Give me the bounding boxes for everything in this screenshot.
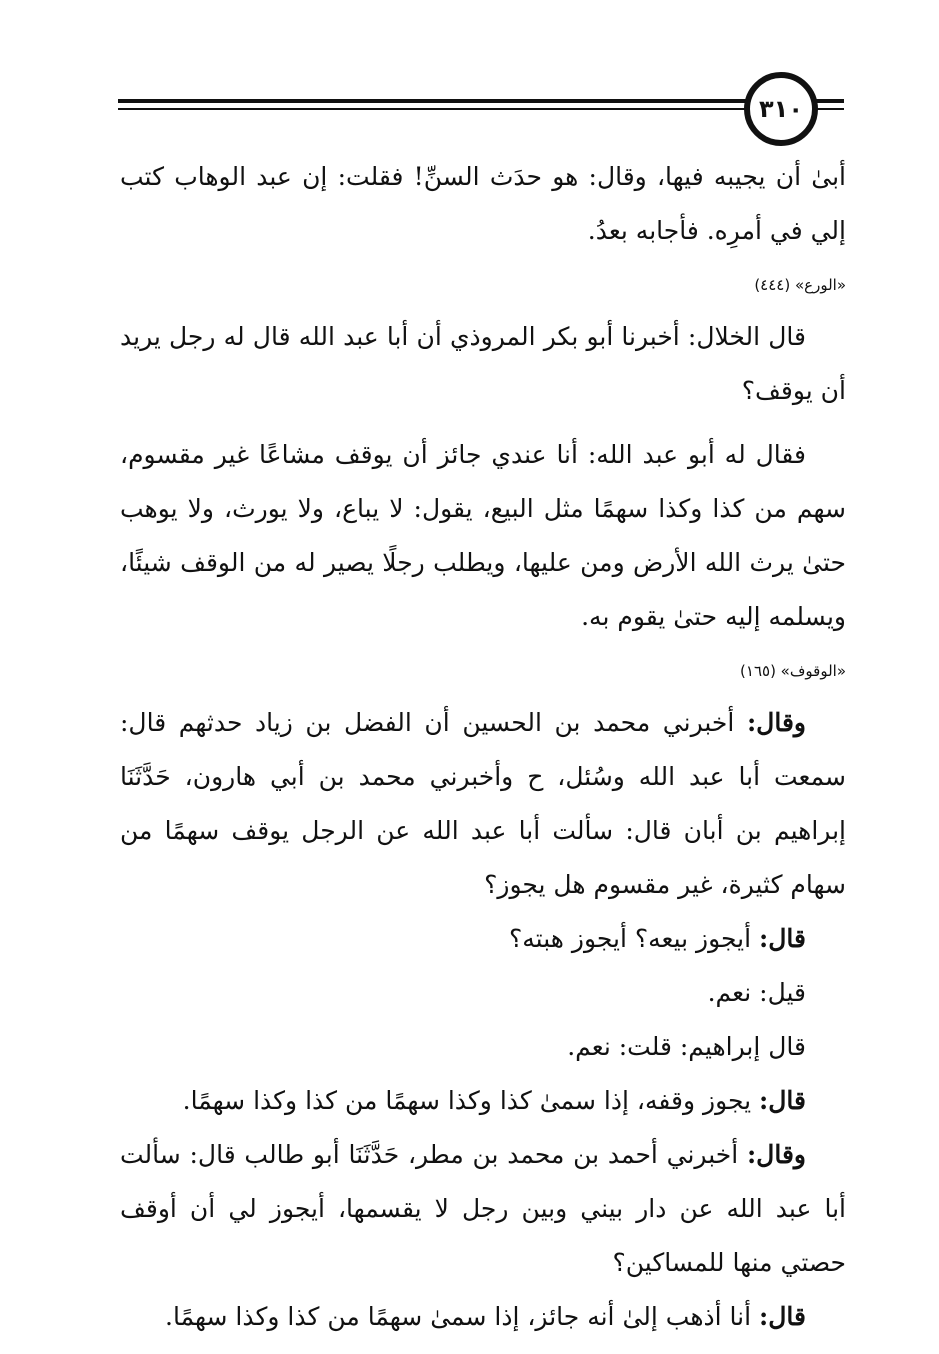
- answer-text: أنا أذهب إلىٰ أنه جائز، إذا سمىٰ سهمًا من كذا وكذا سهمًا.: [165, 1302, 752, 1331]
- paragraph: فقال له أبو عبد الله: أنا عندي جائز أن يوقف مشاعًا غير مقسوم، سهم من كذا وكذا سهمًا مثل البيع، يقول: لا يباع، ولا يورث، ولا يوهب حتىٰ يرث الله الأرض ومن عليها، ويطلب رجلًا يصير له من الوقف شيئًا، ويسلمه إليه حتىٰ يقوم به.: [120, 440, 846, 631]
- paragraph: [120, 1128, 846, 1290]
- paragraph: [120, 696, 846, 912]
- paragraph: أبىٰ أن يجيبه فيها، وقال: هو حدَث السنِّ! فقلت: إن عبد الوهاب كتب إلي في أمرِه. فأجابه بعدُ.: [120, 162, 846, 245]
- answer-text: يجوز وقفه، إذا سمىٰ كذا وكذا سهمًا من كذا وكذا سهمًا.: [182, 1086, 752, 1115]
- page-number: ٣١٠: [744, 72, 818, 146]
- speaker-label: قال:: [759, 924, 806, 953]
- header-rule: [118, 99, 750, 103]
- answer-text: أيجوز بيعه؟ أيجوز هبته؟: [509, 924, 752, 953]
- answer-line: [120, 1074, 846, 1128]
- paragraph-text: أخبرني محمد بن الحسين أن الفضل بن زياد حدثهم قال: سمعت أبا عبد الله وسُئل، ح وأخبرني محمد بن أبي هارون، حَدَّثَنَا إبراهيم بن أبان قال: سألت أبا عبد الله عن الرجل يوقف سهمًا من سهام كثيرة، غير مقسوم هل يجوز؟: [120, 708, 846, 899]
- speaker-label: قال:: [759, 1086, 806, 1115]
- speaker-label: وقال:: [746, 708, 806, 737]
- answer-line: [120, 1290, 846, 1344]
- speaker-label: قال:: [759, 1302, 806, 1331]
- paragraph-text: أخبرني أحمد بن محمد بن مطر، حَدَّثَنَا أبو طالب قال: سألت أبا عبد الله عن دار بيني وبين رجل لا يقسمها، أيجوز لي أن أوقف حصتي منها للمساكين؟: [120, 1140, 846, 1277]
- paragraph: قال الخلال: أخبرنا أبو بكر المروذي أن أبا عبد الله قال له رجل يريد أن يوقف؟: [120, 322, 846, 405]
- answer-line: قيل: نعم.: [707, 978, 806, 1007]
- speaker-label: وقال:: [746, 1140, 806, 1169]
- answer-line: [120, 912, 846, 966]
- header-rule-thin: [118, 108, 750, 110]
- source-citation: «الورع» (٤٤٤): [754, 276, 846, 294]
- page-header: [0, 0, 939, 140]
- page-body: [120, 150, 846, 1344]
- answer-line: قال إبراهيم: قلت: نعم.: [567, 1032, 806, 1061]
- source-citation: «الوقوف» (١٦٥): [740, 662, 846, 680]
